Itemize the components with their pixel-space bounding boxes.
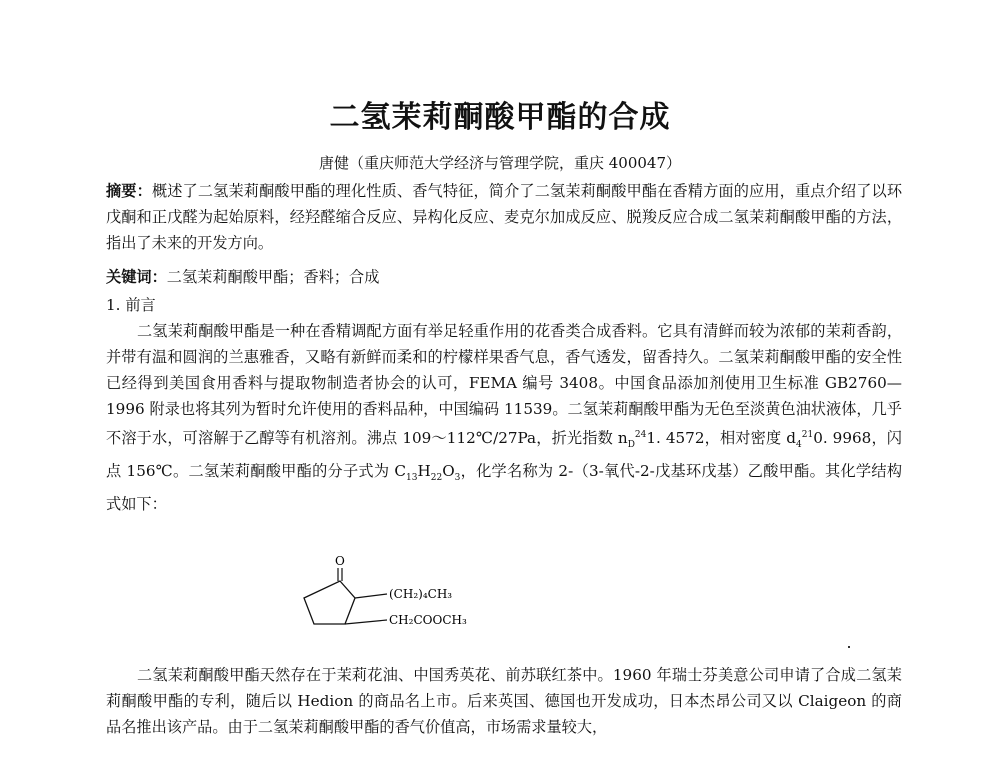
formula-c-subscript: 13 <box>406 473 418 484</box>
refractive-index-superscript: 24 <box>634 430 647 440</box>
para1-text-d: ，化学名称为 2-（3-氧代-2-戊基环戊基）乙酸甲酯。其化学结构式如下： <box>106 462 903 514</box>
structure-ester-group: CH₂COOCH₃ <box>389 613 467 627</box>
formula-h: H <box>417 462 431 481</box>
introduction-paragraph-2: 二氢茉莉酮酸甲酯天然存在于茉莉花油、中国秀英花、前苏联红茶中。1960 年瑞士芬美意公司申请了合成二氢茉莉酮酸甲酯的专利，随后以 Hedion 的商品名上市。后来英国、德国也开发成功，日本杰昂公司又以 Claigeon 的商品名推出该产品。由于二氢茉莉酮酸甲酯的香气价值高，市场需求量较大， <box>106 666 902 736</box>
abstract-label: 摘要： <box>106 182 152 200</box>
structure-pentyl-chain: (CH₂)₄CH₃ <box>389 587 453 601</box>
cyclopentanone-ring <box>304 581 355 624</box>
abstract-text: 概述了二氢茉莉酮酸甲酯的理化性质、香气特征，简介了二氢茉莉酮酸甲酯在香精方面的应用，重点介绍了以环戊酮和正戊醛为起始原料，经羟醛缩合反应、异构化反应、麦克尔加成反应、脱羧反应合成二氢茉莉酮酸甲酯的方法，指出了未来的开发方向。 <box>106 182 903 252</box>
keywords-label: 关键词： <box>106 268 167 286</box>
introduction-paragraph-1 <box>106 318 902 517</box>
refractive-index-subscript: D <box>627 440 635 451</box>
formula-h-subscript: 22 <box>430 473 443 484</box>
keywords <box>106 264 902 290</box>
section-heading-introduction: 1. 前言 <box>106 296 156 314</box>
formula-o-subscript: 3 <box>454 473 461 484</box>
formula-o: O <box>442 462 455 481</box>
keywords-text: 二氢茉莉酮酸甲酯；香料；合成 <box>166 268 380 286</box>
author-affiliation: 唐健（重庆师范大学经济与管理学院，重庆 400047） <box>318 154 682 172</box>
chemical-structure <box>295 548 495 634</box>
abstract <box>106 178 902 256</box>
density-subscript: 4 <box>796 440 802 451</box>
density-superscript: 21 <box>801 430 814 440</box>
structure-oxygen-label: O <box>335 554 345 568</box>
para1-text-b: 1. 4572，相对密度 d <box>646 429 797 448</box>
paper-title: 二氢茉莉酮酸甲酯的合成 <box>329 100 671 135</box>
para1-text-c: 0. 9968，闪点 156℃。二氢茉莉酮酸甲酯的分子式为 C <box>106 429 902 481</box>
stray-mark <box>848 646 850 648</box>
para1-text-a: 二氢茉莉酮酸甲酯是一种在香精调配方面有举足轻重作用的花香类合成香料。它具有清鲜而较为浓郁的茉莉香韵，并带有温和圆润的兰惠雅香，又略有新鲜而柔和的柠檬样果香气息，香气透发，留香持久。二氢茉莉酮酸甲酯的安全性已经得到美国食用香料与提取物制造者协会的认可，FEMA 编号 3408。中国食品添加剂使用卫生标准 GB2760—1996 附录也将其列为暂时允许使用的香料品种，中国编码 11539。二氢茉莉酮酸甲酯为无色至淡黄色油状液体，几乎不溶于水，可溶解于乙醇等有机溶剂。沸点 109～112℃/27Pa，折光指数 n <box>106 322 902 448</box>
